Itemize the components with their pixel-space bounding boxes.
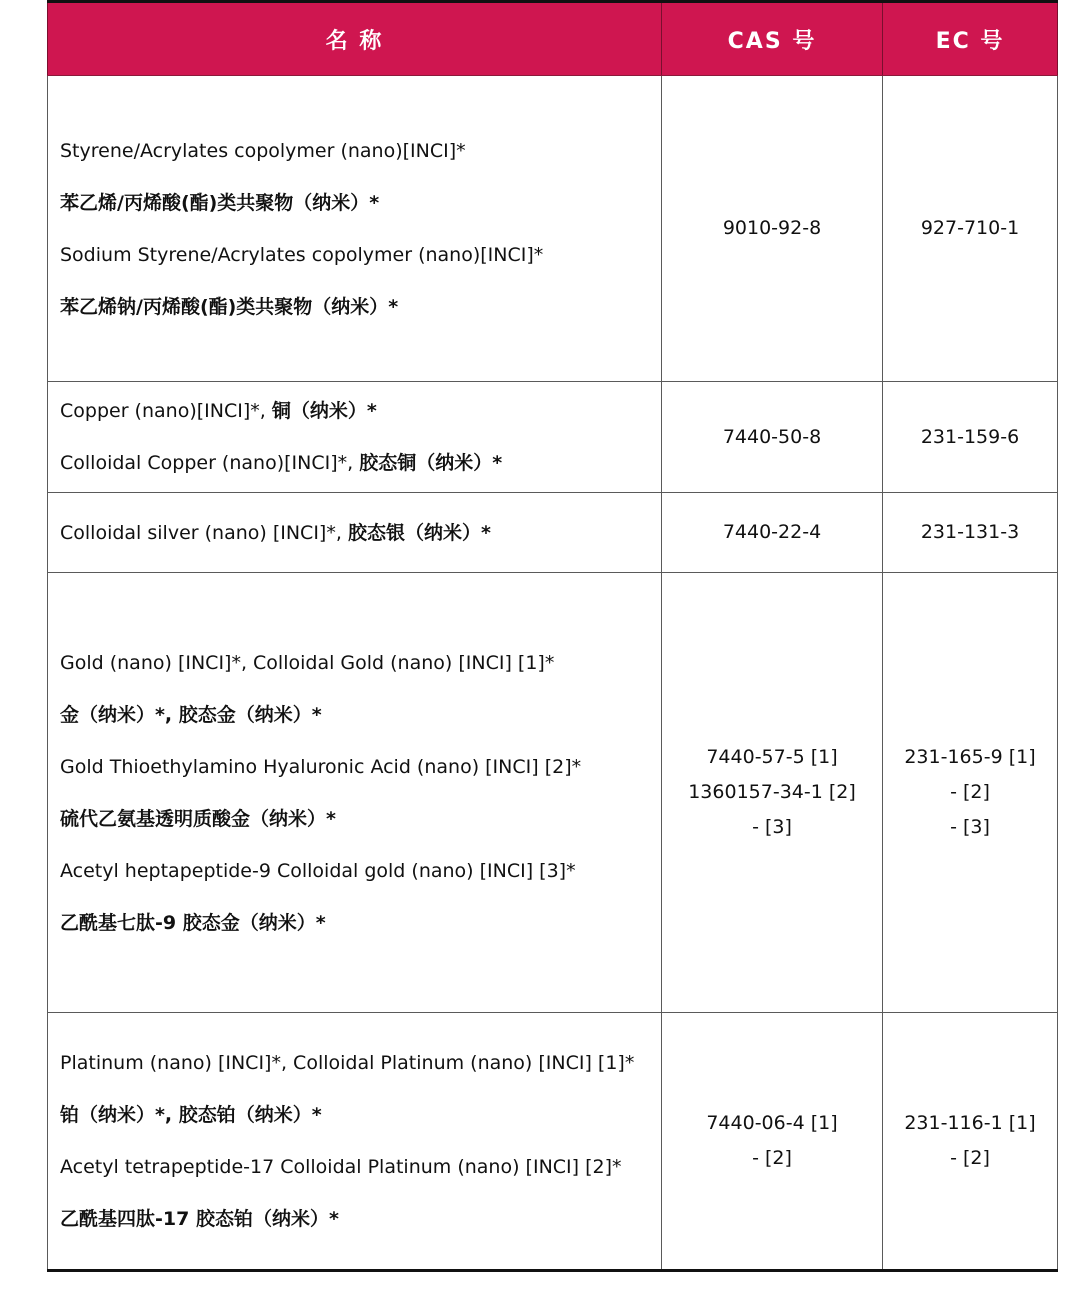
cas-number: 7440-22-4: [722, 521, 822, 543]
ec-number: - [3]: [950, 816, 990, 838]
ec-cell: [883, 573, 1058, 1013]
name-line: Styrene/Acrylates copolymer (nano)[INCI]*: [60, 139, 466, 162]
table-row: [48, 493, 1058, 573]
name-line: Sodium Styrene/Acrylates copolymer (nano)[INCI]*: [60, 243, 544, 266]
name-cell: [48, 1013, 662, 1271]
cas-number: - [3]: [752, 816, 792, 838]
ec-number: 231-159-6: [920, 425, 1020, 448]
header-row: [48, 2, 1058, 76]
table-header: [48, 2, 1058, 76]
name-line: Gold Thioethylamino Hyaluronic Acid (nano) [INCI] [2]*: [60, 755, 582, 778]
cas-number: 7440-57-5 [1]: [706, 746, 838, 768]
ec-number: 231-116-1 [1]: [904, 1112, 1036, 1134]
cas-cell: [662, 493, 883, 573]
ec-cell: [883, 493, 1058, 573]
ec-number: 231-165-9 [1]: [904, 746, 1036, 768]
name-line: 金（纳米）*, 胶态金（纳米）*: [60, 703, 322, 726]
cas-cell: [662, 573, 883, 1013]
name-line: Acetyl heptapeptide-9 Colloidal gold (nano) [INCI] [3]*: [60, 859, 576, 882]
name-line: Colloidal Copper (nano)[INCI]*, 胶态铜（纳米）*: [60, 452, 503, 474]
ec-number: - [2]: [950, 781, 990, 803]
name-line: 乙酰基四肽-17 胶态铂（纳米）*: [60, 1208, 339, 1230]
cas-number: 1360157-34-1 [2]: [688, 781, 856, 803]
nanomaterials-table: [47, 0, 1058, 1272]
cas-number: 7440-06-4 [1]: [706, 1112, 838, 1134]
name-cell: [48, 493, 662, 573]
name-line: Platinum (nano) [INCI]*, Colloidal Platinum (nano) [INCI] [1]*: [60, 1052, 635, 1074]
ec-cell: [883, 76, 1058, 382]
name-line: 铂（纳米）*, 胶态铂（纳米）*: [60, 1104, 322, 1126]
cas-number: 9010-92-8: [722, 217, 822, 239]
name-line: 硫代乙氨基透明质酸金（纳米）*: [60, 807, 336, 830]
name-line: 苯乙烯钠/丙烯酸(酯)类共聚物（纳米）*: [60, 295, 399, 318]
header-cas: CAS 号: [662, 2, 883, 76]
name-cell: [48, 382, 662, 493]
table-row: [48, 382, 1058, 493]
name-line: Colloidal silver (nano) [INCI]*, 胶态银（纳米）*: [60, 521, 491, 544]
name-line: Copper (nano)[INCI]*, 铜（纳米）*: [60, 400, 377, 422]
ec-number: 927-710-1: [920, 217, 1020, 239]
table-row: [48, 76, 1058, 382]
name-cell: [48, 573, 662, 1013]
cas-number: - [2]: [752, 1147, 792, 1169]
cas-cell: [662, 1013, 883, 1271]
ec-number: 231-131-3: [920, 521, 1020, 543]
name-cell: [48, 76, 662, 382]
name-line: Gold (nano) [INCI]*, Colloidal Gold (nano) [INCI] [1]*: [60, 651, 555, 674]
table-row: [48, 1013, 1058, 1271]
header-ec: EC 号: [883, 2, 1058, 76]
ec-number: - [2]: [950, 1147, 990, 1169]
name-line: 乙酰基七肽-9 胶态金（纳米）*: [60, 911, 326, 934]
name-line: 苯乙烯/丙烯酸(酯)类共聚物（纳米）*: [60, 191, 380, 214]
table-row: [48, 573, 1058, 1013]
header-name: 名 称: [48, 2, 662, 76]
name-line: Acetyl tetrapeptide-17 Colloidal Platinum (nano) [INCI] [2]*: [60, 1156, 622, 1178]
table-body: [48, 76, 1058, 1271]
cas-number: 7440-50-8: [722, 425, 822, 448]
ec-cell: [883, 382, 1058, 493]
cas-cell: [662, 76, 883, 382]
ec-cell: [883, 1013, 1058, 1271]
cas-cell: [662, 382, 883, 493]
